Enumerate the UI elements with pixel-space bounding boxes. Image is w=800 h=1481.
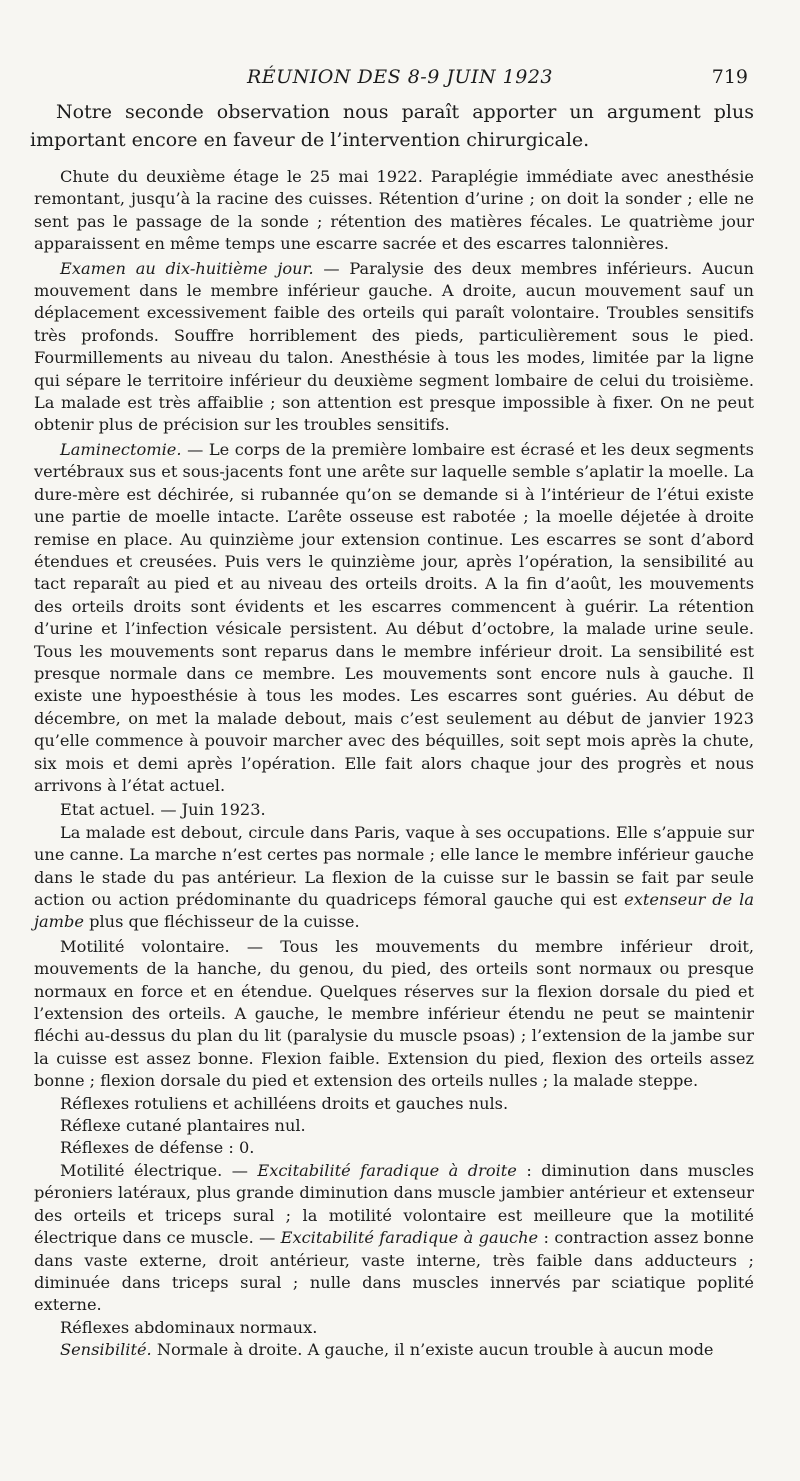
paragraph-reflexes-defense: Réflexes de défense : 0. xyxy=(60,1138,255,1158)
running-title: RÉUNION DES 8-9 JUIN 1923 xyxy=(246,66,553,88)
paragraph-intro: Notre seconde observation nous paraît apporter un argument plus important encore en faveur de l’intervention chirurgicale. xyxy=(30,101,754,151)
paragraph-exam: Examen au dix-huitième jour. — Paralysie des deux membres inférieurs. Aucun mouvement dans le membre inférieur gauche. A droite, aucun mouvement sauf un déplacement excessivement faible des orteils qui paraît volontaire. Troubles sensitifs très profonds. Souffre horriblement des pieds, particulièrement sous le pied. Fourmillements au niveau du talon. Anesthésie à tous les modes, limitée par la ligne qui sépare le territoire inférieur du deuxième segment lombaire de celui du troisième. La malade est très affaiblie ; son attention est presque impossible à fixer. On ne peut obtenir plus de précision sur les troubles sensitifs. xyxy=(34,258,754,435)
paragraph-history: Chute du deuxième étage le 25 mai 1922. Paraplégie immédiate avec anesthésie remontant, jusqu’à la racine des cuisses. Rétention d’urine ; on doit la sonder ; elle ne sent pas le passage de la sonde ; rétention des matières fécales. Le quatrième jour apparaissent en même temps une escarre sacrée et des escarres talonnières. xyxy=(34,167,754,254)
page-header xyxy=(0,66,800,92)
paragraph-laminectomy: Laminectomie. — Le corps de la première lombaire est écrasé et les deux segments vertébraux sus et sous-jacents font une arête sur laquelle semble s’aplatir la moelle. La dure-mère est déchirée, si rubannée qu’on se demande si à l’intérieur de l’étui existe une partie de moelle intacte. L’arête osseuse est rabotée ; la moelle déjetée à droite remise en place. Au quinzième jour extension continue. Les escarres se sont d’abord étendues et creusées. Puis vers le quinzième jour, après l’opération, la sensibilité au tact reparaît au pied et au niveau des orteils droits. A la fin d’août, les mouvements des orteils droits sont évidents et les escarres commencent à guérir. La rétention d’urine et l’infection vésicale persistent. Au début d’octobre, la malade urine seule. Tous les mouvements sont reparus dans le membre inférieur droit. La sensibilité est presque normale dans ce membre. Les mouvements sont encore nuls à gauche. Il existe une hypoesthésie à tous les modes. Les escarres sont guéries. Au début de décembre, on met la malade debout, mais c’est seulement au début de janvier 1923 qu’elle commence à pouvoir marcher avec des béquilles, soit sept mois après la chute, six mois et demi après l’opération. Elle fait alors chaque jour des progrès et nous arrivons à l’état actuel. xyxy=(34,439,754,795)
paragraph-reflexes-tendon: Réflexes rotuliens et achilléens droits et gauches nuls. xyxy=(60,1093,509,1113)
paragraph-walking: La malade est debout, circule dans Paris, vaque à ses occupations. Elle s’appuie sur une canne. La marche n’est certes pas normale ; elle lance le membre inférieur gauche dans le stade du pas antérieur. La flexion de la cuisse sur le bassin se fait par seule action ou action prédominante du quadriceps fémoral gauche qui est extenseur de la jambe plus que fléchisseur de la cuisse. xyxy=(34,822,754,932)
sensibility-heading: Sensibilité. xyxy=(60,1340,152,1360)
paragraph-sensibility: Sensibilité. Normale à droite. A gauche, il n’existe aucun trouble à aucun mode xyxy=(60,1340,714,1360)
paragraph-reflexes-plantar: Réflexe cutané plantaires nul. xyxy=(60,1116,306,1136)
paragraph-state: Etat actuel. — Juin 1923. xyxy=(60,800,266,820)
page-body xyxy=(0,98,800,1362)
paragraph-electric: Motilité électrique. — Excitabilité faradique à droite : diminution dans muscles péroniers latéraux, plus grande diminution dans muscle jambier antérieur et extenseur des orteils et triceps sural ; la motilité volontaire est meilleure que la motilité électrique dans ce muscle. — Excitabilité faradique à gauche : contraction assez bonne dans vaste externe, droit antérieur, vaste interne, très faible dans adducteurs ; diminuée dans triceps sural ; nulle dans muscles innervés par sciatique poplité externe. xyxy=(34,1160,754,1315)
paragraph-reflexes-abdominal: Réflexes abdominaux normaux. xyxy=(60,1317,318,1337)
laminectomy-heading: Laminectomie. xyxy=(60,439,182,459)
page-number: 719 xyxy=(711,66,748,88)
paragraph-motility: Motilité volontaire. — Tous les mouvements du membre inférieur droit, mouvements de la hanche, du genou, du pied, des orteils sont normaux ou presque normaux en force et en étendue. Quelques réserves sur la flexion dorsale du pied et l’extension des orteils. A gauche, le membre inférieur étendu ne peut se maintenir fléchi au-dessus du plan du lit (paralysie du muscle psoas) ; l’extension de la jambe sur la cuisse est assez bonne. Flexion faible. Extension du pied, flexion des orteils assez bonne ; flexion dorsale du pied et extension des orteils nulles ; la malade steppe. xyxy=(34,936,754,1091)
exam-heading: Examen au dix-huitième jour. xyxy=(60,258,314,278)
